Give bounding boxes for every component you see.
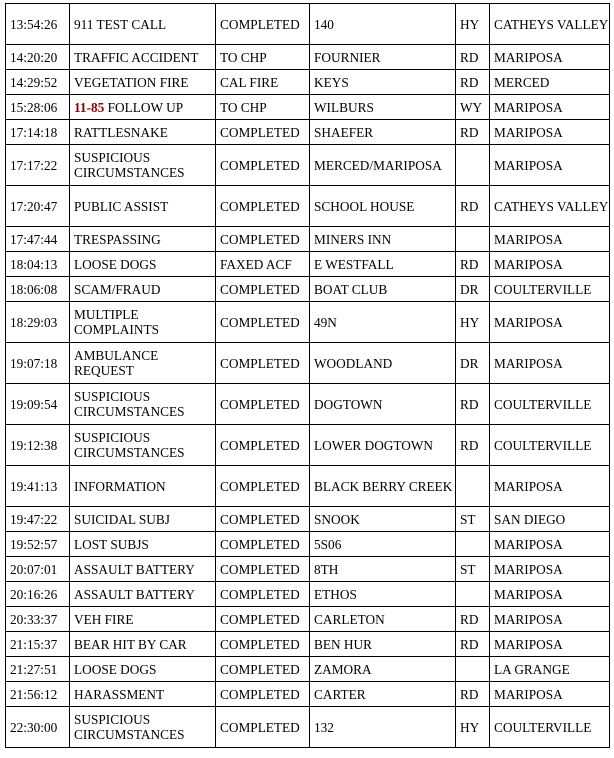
street-cell: SHAEFER (310, 120, 456, 145)
suffix-cell: HY (456, 4, 490, 45)
street-cell: ETHOS (310, 582, 456, 607)
city-cell: SAN DIEGO (490, 507, 610, 532)
city-cell: MARIPOSA (490, 607, 610, 632)
call-type-cell: TRESPASSING (70, 227, 216, 252)
disposition-cell: COMPLETED (216, 532, 310, 557)
city-cell: MARIPOSA (490, 45, 610, 70)
street-cell: MERCED/MARIPOSA (310, 145, 456, 186)
city-cell: MARIPOSA (490, 532, 610, 557)
city-cell: MARIPOSA (490, 343, 610, 384)
disposition-cell: COMPLETED (216, 186, 310, 227)
call-type-cell: SUSPICIOUS CIRCUMSTANCES (70, 707, 216, 748)
time-cell: 17:17:22 (6, 145, 70, 186)
time-cell: 21:27:51 (6, 657, 70, 682)
time-cell: 13:54:26 (6, 4, 70, 45)
street-cell: BEN HUR (310, 632, 456, 657)
city-cell: COULTERVILLE (490, 707, 610, 748)
suffix-cell: RD (456, 120, 490, 145)
call-type-cell: LOOSE DOGS (70, 252, 216, 277)
call-type-cell: VEGETATION FIRE (70, 70, 216, 95)
call-type-cell: SUSPICIOUS CIRCUMSTANCES (70, 384, 216, 425)
city-cell: MARIPOSA (490, 466, 610, 507)
suffix-cell: DR (456, 277, 490, 302)
table-row (6, 582, 610, 607)
disposition-cell: COMPLETED (216, 632, 310, 657)
suffix-cell (456, 466, 490, 507)
table-row (6, 557, 610, 582)
time-cell: 14:29:52 (6, 70, 70, 95)
table-row (6, 252, 610, 277)
suffix-cell: RD (456, 45, 490, 70)
suffix-cell: HY (456, 707, 490, 748)
time-cell: 14:20:20 (6, 45, 70, 70)
suffix-cell: RD (456, 384, 490, 425)
suffix-cell: WY (456, 95, 490, 120)
city-cell: MARIPOSA (490, 682, 610, 707)
disposition-cell: COMPLETED (216, 227, 310, 252)
suffix-cell: ST (456, 557, 490, 582)
time-cell: 21:15:37 (6, 632, 70, 657)
suffix-cell (456, 532, 490, 557)
city-cell: MERCED (490, 70, 610, 95)
disposition-cell: TO CHP (216, 95, 310, 120)
time-cell: 19:41:13 (6, 466, 70, 507)
city-cell: CATHEYS VALLEY (490, 4, 610, 45)
time-cell: 19:47:22 (6, 507, 70, 532)
time-cell: 20:16:26 (6, 582, 70, 607)
time-cell: 18:04:13 (6, 252, 70, 277)
table-row (6, 4, 610, 45)
street-cell: WILBURS (310, 95, 456, 120)
disposition-cell: COMPLETED (216, 557, 310, 582)
call-type-text: FOLLOW UP (104, 99, 184, 115)
disposition-cell: COMPLETED (216, 507, 310, 532)
street-cell: SNOOK (310, 507, 456, 532)
city-cell: COULTERVILLE (490, 277, 610, 302)
disposition-cell: COMPLETED (216, 707, 310, 748)
table-row (6, 145, 610, 186)
table-row (6, 532, 610, 557)
time-cell: 19:12:38 (6, 425, 70, 466)
disposition-cell: COMPLETED (216, 4, 310, 45)
suffix-cell: RD (456, 186, 490, 227)
call-code: 11-85 (74, 99, 105, 115)
street-cell: BOAT CLUB (310, 277, 456, 302)
city-cell: MARIPOSA (490, 582, 610, 607)
disposition-cell: COMPLETED (216, 343, 310, 384)
time-cell: 17:20:47 (6, 186, 70, 227)
suffix-cell (456, 582, 490, 607)
suffix-cell: RD (456, 682, 490, 707)
suffix-cell (456, 227, 490, 252)
street-cell: LOWER DOGTOWN (310, 425, 456, 466)
disposition-cell: FAXED ACF (216, 252, 310, 277)
table-row (6, 186, 610, 227)
street-cell: WOODLAND (310, 343, 456, 384)
table-row (6, 95, 610, 120)
disposition-cell: CAL FIRE (216, 70, 310, 95)
table-row (6, 507, 610, 532)
street-cell: E WESTFALL (310, 252, 456, 277)
table-row (6, 607, 610, 632)
call-type-cell: SUSPICIOUS CIRCUMSTANCES (70, 425, 216, 466)
city-cell: MARIPOSA (490, 145, 610, 186)
call-type-cell: MULTIPLE COMPLAINTS (70, 302, 216, 343)
call-type-cell: TRAFFIC ACCIDENT (70, 45, 216, 70)
street-cell: MINERS INN (310, 227, 456, 252)
table-row (6, 45, 610, 70)
disposition-cell: COMPLETED (216, 302, 310, 343)
call-type-cell: LOOSE DOGS (70, 657, 216, 682)
time-cell: 18:29:03 (6, 302, 70, 343)
street-cell: SCHOOL HOUSE (310, 186, 456, 227)
street-cell: 8TH (310, 557, 456, 582)
table-row (6, 343, 610, 384)
city-cell: MARIPOSA (490, 557, 610, 582)
street-cell: 49N (310, 302, 456, 343)
call-type-cell: ASSAULT BATTERY (70, 582, 216, 607)
disposition-cell: COMPLETED (216, 120, 310, 145)
city-cell: MARIPOSA (490, 252, 610, 277)
disposition-cell: TO CHP (216, 45, 310, 70)
time-cell: 15:28:06 (6, 95, 70, 120)
street-cell: ZAMORA (310, 657, 456, 682)
suffix-cell: RD (456, 632, 490, 657)
city-cell: MARIPOSA (490, 227, 610, 252)
call-type-cell: AMBULANCE REQUEST (70, 343, 216, 384)
time-cell: 17:14:18 (6, 120, 70, 145)
table-row (6, 707, 610, 748)
time-cell: 18:06:08 (6, 277, 70, 302)
street-cell: CARLETON (310, 607, 456, 632)
table-row (6, 657, 610, 682)
city-cell: MARIPOSA (490, 95, 610, 120)
street-cell: 5S06 (310, 532, 456, 557)
table-row (6, 466, 610, 507)
street-cell: BLACK BERRY CREEK (310, 466, 456, 507)
call-type-cell (70, 95, 216, 120)
disposition-cell: COMPLETED (216, 682, 310, 707)
disposition-cell: COMPLETED (216, 145, 310, 186)
city-cell: CATHEYS VALLEY (490, 186, 610, 227)
call-type-cell: SUSPICIOUS CIRCUMSTANCES (70, 145, 216, 186)
suffix-cell: RD (456, 70, 490, 95)
table-row (6, 277, 610, 302)
time-cell: 22:30:00 (6, 707, 70, 748)
suffix-cell: HY (456, 302, 490, 343)
city-cell: COULTERVILLE (490, 384, 610, 425)
street-cell: 132 (310, 707, 456, 748)
table-row (6, 302, 610, 343)
street-cell: FOURNIER (310, 45, 456, 70)
suffix-cell (456, 145, 490, 186)
city-cell: LA GRANGE (490, 657, 610, 682)
suffix-cell: RD (456, 252, 490, 277)
table-row (6, 227, 610, 252)
call-type-cell: SCAM/FRAUD (70, 277, 216, 302)
call-type-cell: INFORMATION (70, 466, 216, 507)
call-type-cell: LOST SUBJS (70, 532, 216, 557)
disposition-cell: COMPLETED (216, 425, 310, 466)
city-cell: MARIPOSA (490, 120, 610, 145)
disposition-cell: COMPLETED (216, 466, 310, 507)
table-row (6, 70, 610, 95)
time-cell: 21:56:12 (6, 682, 70, 707)
table-row (6, 425, 610, 466)
disposition-cell: COMPLETED (216, 657, 310, 682)
table-row (6, 682, 610, 707)
disposition-cell: COMPLETED (216, 582, 310, 607)
table-row (6, 632, 610, 657)
call-type-cell: PUBLIC ASSIST (70, 186, 216, 227)
suffix-cell: ST (456, 507, 490, 532)
time-cell: 17:47:44 (6, 227, 70, 252)
call-log-table (5, 3, 610, 748)
call-type-cell: VEH FIRE (70, 607, 216, 632)
suffix-cell (456, 657, 490, 682)
street-cell: CARTER (310, 682, 456, 707)
time-cell: 20:33:37 (6, 607, 70, 632)
suffix-cell: RD (456, 425, 490, 466)
call-type-cell: BEAR HIT BY CAR (70, 632, 216, 657)
call-type-cell: RATTLESNAKE (70, 120, 216, 145)
time-cell: 19:07:18 (6, 343, 70, 384)
suffix-cell: DR (456, 343, 490, 384)
city-cell: MARIPOSA (490, 302, 610, 343)
street-cell: DOGTOWN (310, 384, 456, 425)
call-type-cell: ASSAULT BATTERY (70, 557, 216, 582)
disposition-cell: COMPLETED (216, 607, 310, 632)
city-cell: MARIPOSA (490, 632, 610, 657)
call-type-cell: 911 TEST CALL (70, 4, 216, 45)
call-log-body (6, 4, 610, 748)
disposition-cell: COMPLETED (216, 277, 310, 302)
time-cell: 20:07:01 (6, 557, 70, 582)
disposition-cell: COMPLETED (216, 384, 310, 425)
street-cell: KEYS (310, 70, 456, 95)
table-row (6, 384, 610, 425)
call-type-cell: HARASSMENT (70, 682, 216, 707)
suffix-cell: RD (456, 607, 490, 632)
time-cell: 19:52:57 (6, 532, 70, 557)
city-cell: COULTERVILLE (490, 425, 610, 466)
time-cell: 19:09:54 (6, 384, 70, 425)
table-row (6, 120, 610, 145)
call-type-cell: SUICIDAL SUBJ (70, 507, 216, 532)
street-cell: 140 (310, 4, 456, 45)
